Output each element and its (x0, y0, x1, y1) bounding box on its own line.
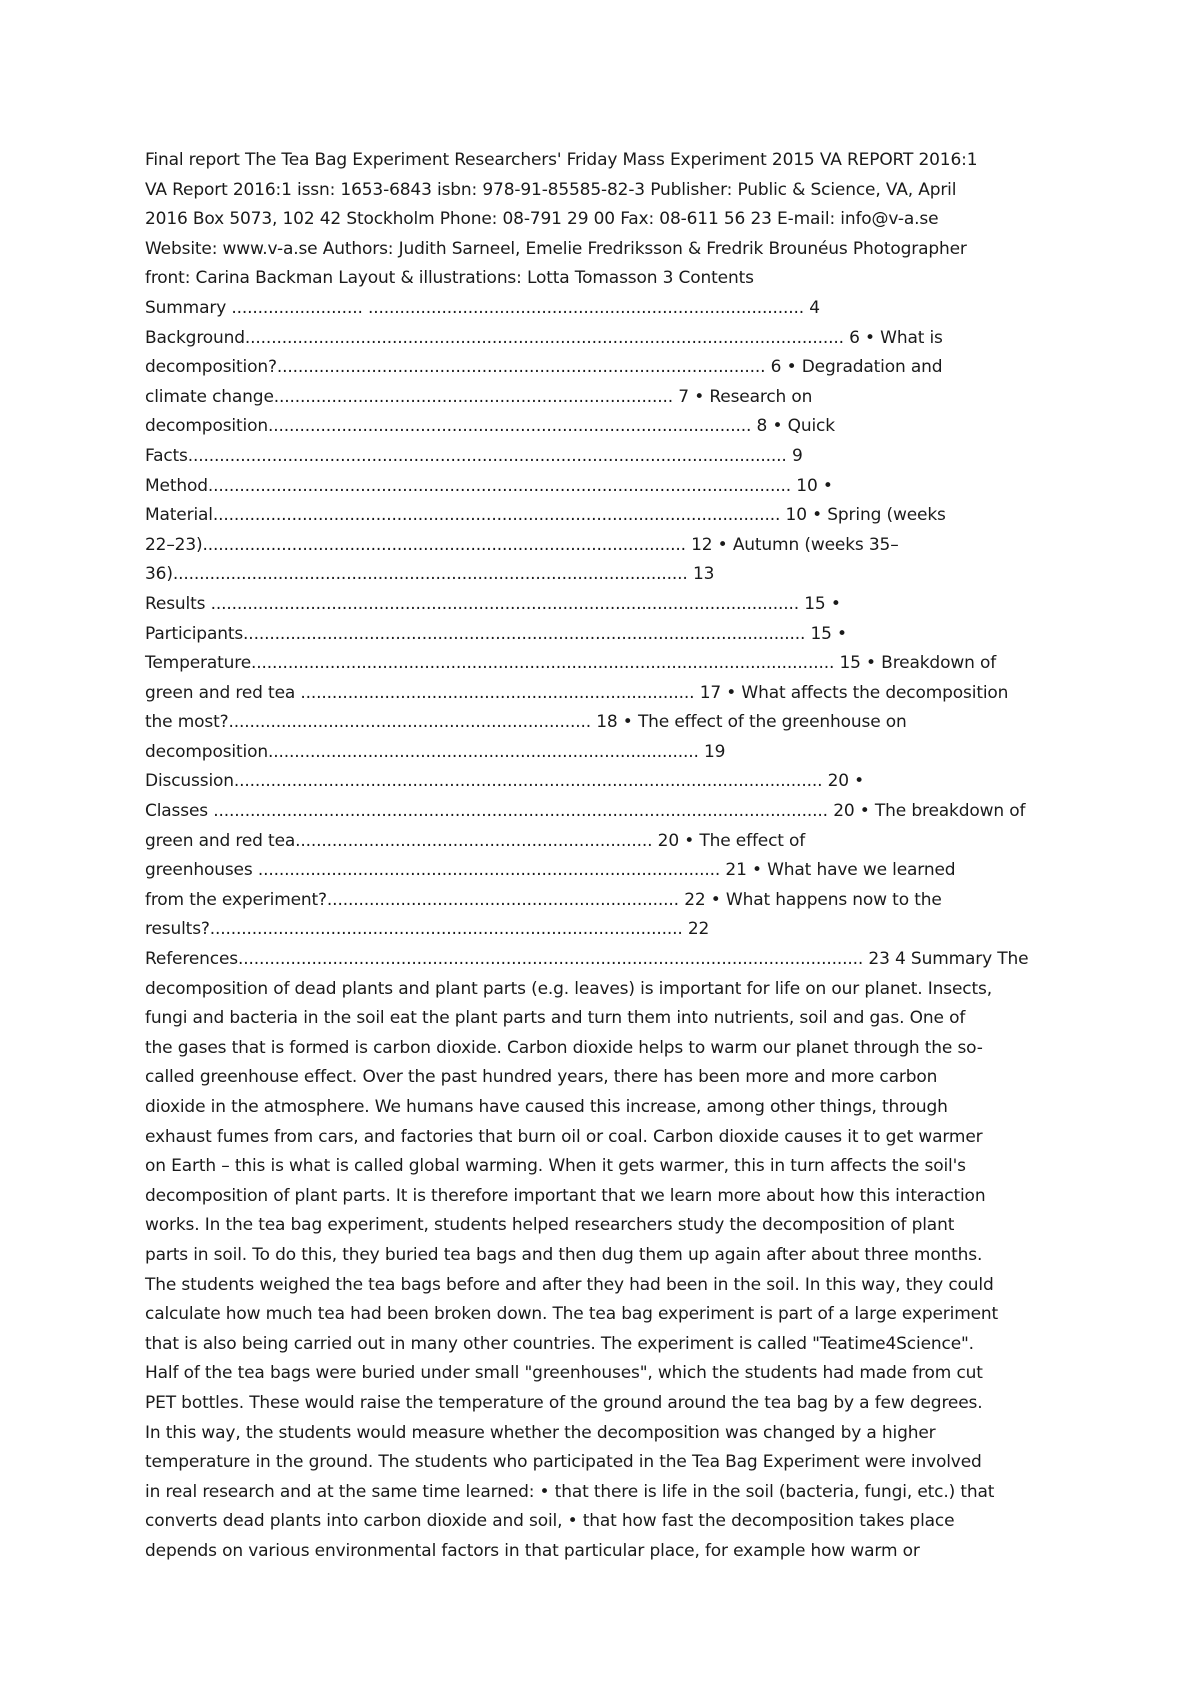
document-text: Final report The Tea Bag Experiment Researchers' Friday Mass Experiment 2015 VA REPORT 2016:1 VA Report 2016:1 issn: 1653-6843 isbn: 978-91-85585-82-3 Publisher: Public & Science, VA, April 2016 Box 5073, 102 42 Stockholm Phone: 08-791 29 00 Fax: 08-611 56 23 E-mail: info@v-a.se Website: www.v-a.se Authors: Judith Sarneel, Emelie Fredriksson & Fredrik Brounéus Photographer front: Carina Backman Layout & illustrations: Lotta Tomasson 3 Contents Summary ......................... ................................................................................... 4 Background.................................................................................................................. 6 • What is decomposition?............................................................................................. 6 • Degradation and climate change............................................................................ 7 • Research on decomposition............................................................................................ 8 • Quick Facts.................................................................................................................. 9 Method............................................................................................................... 10 • Material............................................................................................................ 10 • Spring (weeks 22–23)............................................................................................ 12 • Autumn (weeks 35– 36).................................................................................................. 13 Results ................................................................................................................ 15 • Participants........................................................................................................... 15 • Temperature............................................................................................................... 15 • Breakdown of green and red tea ........................................................................... 17 • What affects the decomposition the most?..................................................................... 18 • The effect of the greenhouse on decomposition.................................................................................. 19 Discussion................................................................................................................ 20 • Classes ..................................................................................................................... 20 • The breakdown of green and red tea.................................................................... 20 • The effect of greenhouses ........................................................................................ 21 • What have we learned from the experiment?................................................................... 22 • What happens now to the results?.......................................................................................... 22 References....................................................................................................................... 23 4 Summary The decomposition of dead plants and plant parts (e.g. leaves) is important for life on our planet. Insects, fungi and bacteria in the soil eat the plant parts and turn them into nutrients, soil and gas. One of the gases that is formed is carbon dioxide. Carbon dioxide helps to warm our planet through the so- called greenhouse effect. Over the past hundred years, there has been more and more carbon dioxide in the atmosphere. We humans have caused this increase, among other things, through exhaust fumes from cars, and factories that burn oil or coal. Carbon dioxide causes it to get warmer on Earth – this is what is called global warming. When it gets warmer, this in turn affects the soil's decomposition of plant parts. It is therefore important that we learn more about how this interaction works. In the tea bag experiment, students helped researchers study the decomposition of plant parts in soil. To do this, they buried tea bags and then dug them up again after about three months. The students weighed the tea bags before and after they had been in the soil. In this way, they could calculate how much tea had been broken down. The tea bag experiment is part of a large experiment that is also being carried out in many other countries. The experiment is called "Teatime4Science". Half of the tea bags were buried under small "greenhouses", which the students had made from cut PET bottles. These would raise the temperature of the ground around the tea bag by a few degrees. In this way, the students would measure whether the decomposition was changed by a higher temperature in the ground. The students who participated in the Tea Bag Experiment were involved in real research and at the same time learned: • that there is life in the soil (bacteria, fungi, etc.) that converts dead plants into carbon dioxide and soil, • that how fast the decomposition takes place depends on various environmental factors in that particular place, for example how warm or (145, 150, 1029, 1561)
